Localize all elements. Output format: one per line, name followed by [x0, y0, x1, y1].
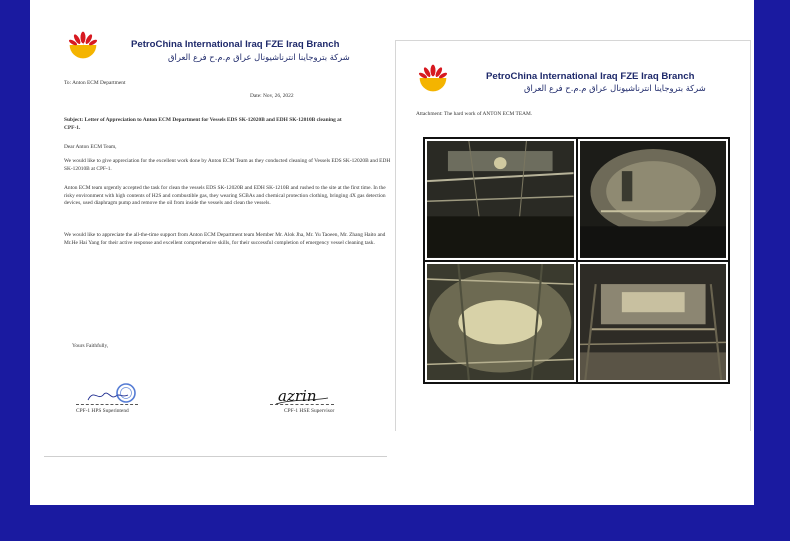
letter-paragraph-3: We would like to appreciate the all-the-time support from Anton ECM Department team Member Mr. Alok Jha, Mr. Yu Taoeen, Mr. Zhang Haito and Mr.He Hai Yang for their active response and excellent comprehensive skills, for their successful completion of emergency vessel cleaning task. [64, 232, 386, 246]
photo-vessel-interior-3 [425, 262, 576, 383]
page-divider [44, 456, 387, 457]
signatory-right-title: CPF-1 HSE Supervisor [284, 408, 335, 414]
signature-line-right [270, 404, 334, 405]
signature-line-left [76, 404, 138, 405]
attachment-org-name-en: PetroChina International Iraq FZE Iraq Branch [486, 71, 695, 82]
viewer-canvas [30, 0, 754, 505]
letter-page [58, 28, 403, 426]
org-name-ar: شركة بتروجاينا انترناشيونال عراق م.م.ح فرع العراق [168, 52, 350, 62]
petrochina-logo-icon [66, 30, 100, 60]
letter-closing: Yours Faithfully, [72, 343, 109, 349]
attachment-caption: Attachment: The hard work of ANTON ECM TEAM. [416, 111, 533, 117]
letter-paragraph-2: Anton ECM team urgently accepted the task for clean the vessels EDS SK-12020B and EDH SK-1210B and rushed to the site at the first time. In the risky environment with high contents of H2S and combustible gas, they wearing SCBAs and chemical protection clothing, bringing 4X gas detection devices, used diaphragm pump and remove the oil from inside the vessels and clean the vessels. [64, 185, 386, 207]
letter-subject: Subject: Letter of Appreciation to Anton ECM Department for Vessels EDS SK-12020B and EDH SK-12010B cleaning at CPF-1. [64, 117, 342, 131]
attachment-org-name-ar: شركة بتروجاينا انترناشيونال عراق م.م.ح فرع العراق [524, 83, 706, 93]
signature-right-scrawl: azrin [278, 387, 317, 405]
petrochina-logo-icon [416, 63, 450, 93]
photo-vessel-interior-2 [578, 139, 729, 260]
photo-vessel-interior-1 [425, 139, 576, 260]
attachment-page [395, 40, 751, 431]
letter-salutation: Dear Anton ECM Team, [64, 144, 117, 150]
letter-paragraph-1: We would like to give appreciation for the excellent work done by Anton ECM Team as they conducted cleaning of Vessels EDS SK-12020B and EDH SK-12010B at CPF-1. [64, 158, 391, 172]
signature-right [272, 383, 332, 409]
letter-to: To: Anton ECM Department [64, 80, 126, 86]
org-name-en: PetroChina International Iraq FZE Iraq Branch [131, 39, 340, 50]
signatory-left-title: CPF-1 HPS Superintend [76, 408, 129, 414]
letter-date: Date: Nov, 26, 2022 [250, 93, 294, 99]
photo-grid [423, 137, 730, 384]
photo-vessel-interior-4 [578, 262, 729, 383]
